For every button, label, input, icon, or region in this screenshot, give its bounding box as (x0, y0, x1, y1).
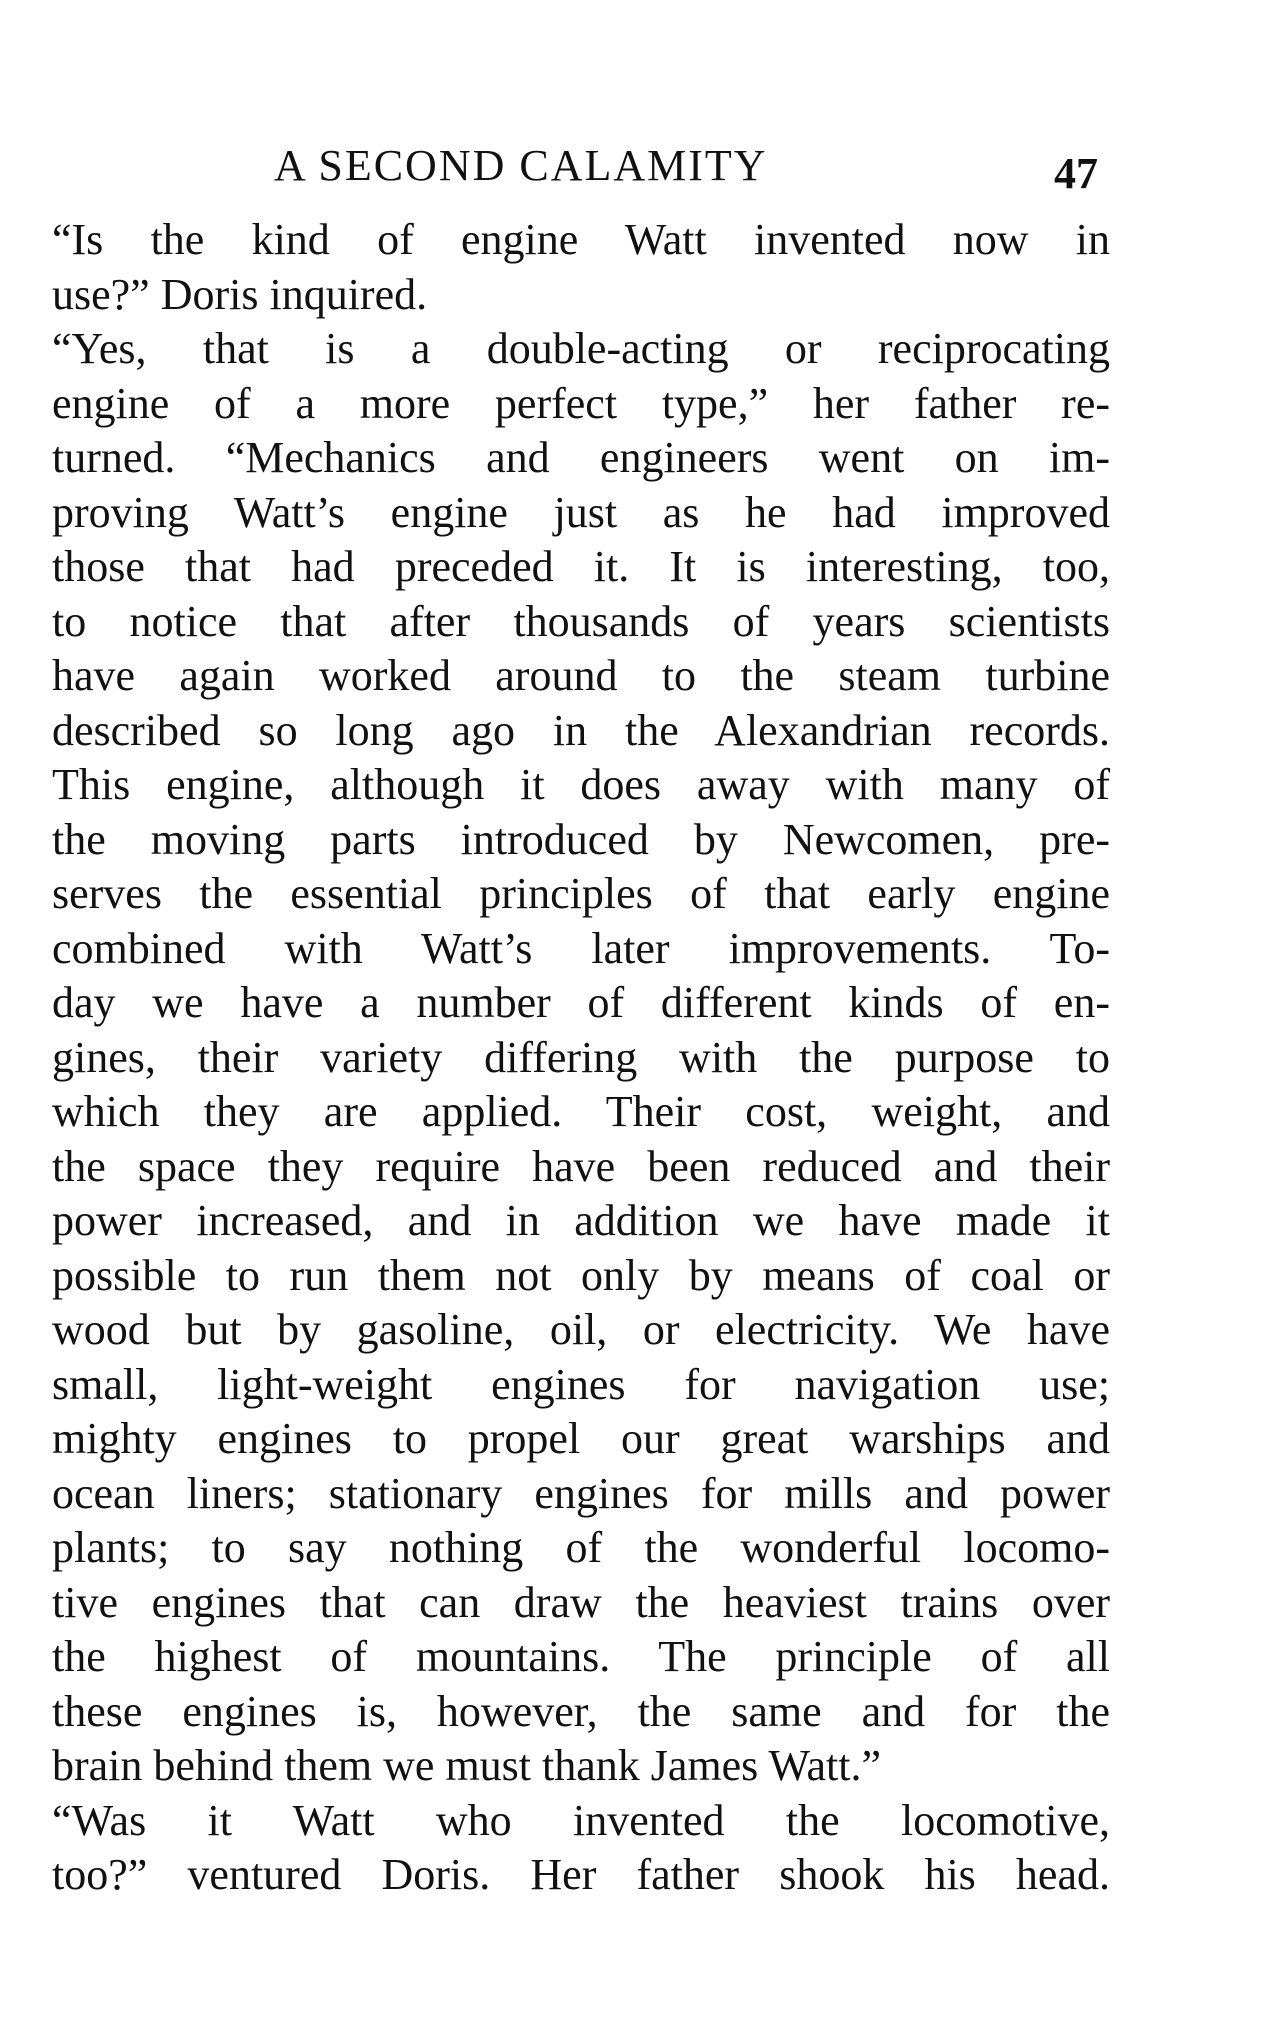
text-line: to notice that after thousands of years scientists (52, 596, 1110, 646)
text-line: gines, their variety differing with the purpose to (52, 1032, 1110, 1082)
text-line: described so long ago in the Alexandrian records. (52, 705, 1110, 755)
text-line: “Was it Watt who invented the locomotive, (52, 1795, 1110, 1845)
text-line: have again worked around to the steam turbine (52, 651, 1110, 700)
text-line: serves the essential principles of that early engine (52, 869, 1110, 918)
text-line: mighty engines to propel our great warships and (52, 1414, 1110, 1463)
text-line: the highest of mountains. The principle of all (52, 1632, 1110, 1681)
text-line: plants; to say nothing of the wonderful locomo- (52, 1523, 1110, 1572)
text-line: too?” ventured Doris. Her father shook his head. (52, 1850, 1110, 1899)
text-line: “Is the kind of engine Watt invented now in (52, 215, 1110, 264)
text-line: use?” Doris inquired. (52, 269, 428, 319)
text-line: the space they require have been reduced and their (52, 1141, 1110, 1191)
text-line: wood but by gasoline, oil, or electricity. We have (52, 1305, 1110, 1354)
text-line: tive engines that can draw the heaviest trains over (52, 1577, 1110, 1627)
text-line: small, light-weight engines for navigation use; (52, 1359, 1110, 1409)
text-line: the moving parts introduced by Newcomen, pre- (52, 814, 1110, 864)
running-header (52, 140, 1110, 200)
text-line: possible to run them not only by means of coal or (52, 1250, 1110, 1300)
text-line: these engines is, however, the same and for the (52, 1686, 1110, 1736)
text-line: proving Watt’s engine just as he had improved (52, 487, 1110, 537)
text-line: This engine, although it does away with many of (52, 760, 1110, 809)
text-line: which they are applied. Their cost, weight, and (52, 1087, 1110, 1136)
text-line: engine of a more perfect type,” her father re- (52, 378, 1110, 428)
page-number: 47 (1054, 149, 1098, 198)
text-line: ocean liners; stationary engines for mills and power (52, 1468, 1110, 1518)
body-text (52, 213, 1110, 1903)
text-line: power increased, and in addition we have made it (52, 1196, 1110, 1245)
text-line: brain behind them we must thank James Watt.” (52, 1741, 882, 1790)
text-line: “Yes, that is a double-acting or reciprocating (52, 324, 1110, 373)
running-title: A SECOND CALAMITY (274, 141, 768, 190)
text-line: combined with Watt’s later improvements. To- (52, 923, 1110, 973)
text-line: those that had preceded it. It is interesting, too, (52, 542, 1110, 591)
text-line: day we have a number of different kinds of en- (52, 978, 1110, 1027)
text-line: turned. “Mechanics and engineers went on im- (52, 433, 1110, 482)
